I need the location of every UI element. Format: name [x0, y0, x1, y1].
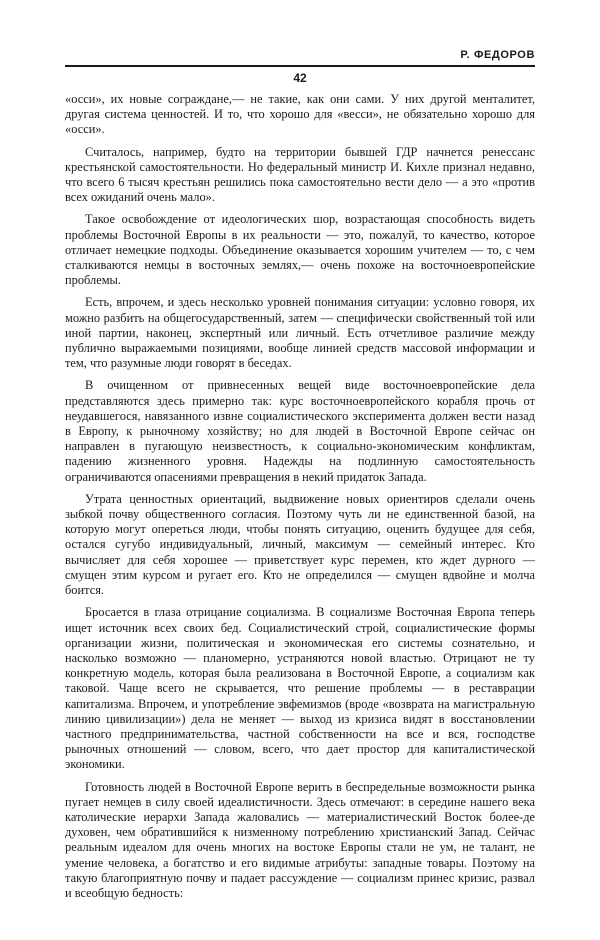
paragraph: Готовность людей в Восточной Европе верить в беспредельные возможности рынка пугает немцев в силу своей идеалистичности. Здесь отмечают: в середине нашего века католические иерархи Запада жаловались — материалистический Восток более-де духовен, чем обратившийся к низменному потреблению христианский Запад. Сейчас реальным идеалом для очень многих на востоке Европы стали не ум, не талант, не умение человека, а богатство и его видимые атрибуты: западные товары. Поэтому на такую благоприятную почву и падает рассуждение — социализм принес кризис, развал и всеобщую бедность:: [65, 779, 535, 900]
paragraph: Есть, впрочем, и здесь несколько уровней понимания ситуации: условно говоря, их можно разбить на общегосударственный, затем — специфически свойственный той или иной партии, наконец, экспертный или личный. Есть отчетливое различие между публично выражаемыми позициями, вообще линией средств массовой информации и тем, что разумные люди говорят в беседах.: [65, 295, 535, 371]
paragraph: Утрата ценностных ориентаций, выдвижение новых ориентиров сделали очень зыбкой почву общественного согласия. Поэтому чуть ли не единственной базой, на которую могут опереться люди, чтобы понять ситуацию, оценить будущее для себя, остался сугубо индивидуальный, личный, максимум — семейный интерес. Кто вычисляет для себя хорошее — приветствует курс перемен, кто ждет дурного — смущен этим курсом и ругает его. Кто не определился — смущен вдвойне и молча боится.: [65, 491, 535, 598]
body-text: [65, 92, 535, 901]
page-number: 42: [293, 71, 307, 85]
paragraph: Бросается в глаза отрицание социализма. В социализме Восточная Европа теперь ищет источник всех своих бед. Социалистический строй, социалистические формы организации жизни, политическая и экономическая его системы сознательно, и насколько возможно — планомерно, устраняются новой властью. Отрицают не ту конкретную модель, которая была реализована в Восточной Европе, а социализм как таковой. Чаще всего не скрывается, что решение проблемы — в реставрации капитализма. Впрочем, и употребление эвфемизмов (вроде «возврата на магистральную линию цивилизации») дела не меняет — выход из кризиса видят в восстановлении частного предпринимательства, частной собственности на все и вся, господстве рыночных отношений — словом, всего, что дает простор для капиталистической экономики.: [65, 605, 535, 772]
document-page: [65, 48, 535, 908]
paragraph: «осси», их новые сограждане,— не такие, как они сами. У них другой менталитет, другая система ценностей. И то, что хорошо для «весси», не обязательно хорошо для «осси».: [65, 92, 535, 137]
paragraph: Такое освобождение от идеологических шор, возрастающая способность видеть проблемы Восточной Европы в их реальности — это, пожалуй, то качество, которое отличает немецкие подходы. Объединение оказывается хорошим учителем — то, с чем сталкиваются немцы в восточных землях,— очень похоже на восточноевропейские проблемы.: [65, 212, 535, 288]
running-head: Р. ФЕДОРОВ: [65, 48, 535, 67]
paragraph: В очищенном от привнесенных вещей виде восточноевропейские дела представляются здесь примерно так: курс восточноевропейского корабля прочь от неудавшегося, навязанного извне социалистического эксперимента должен вести назад в Европу, к рыночному хозяйству; но для людей в Восточной Европе сейчас он направлен в пугающую неизвестность, к социально-экономическим конфликтам, падению жизненного уровня. Надежды на подлинную самостоятельность ограничиваются опасениями превращения в некий придаток Запада.: [65, 378, 535, 484]
paragraph: Считалось, например, будто на территории бывшей ГДР начнется ренессанс крестьянской самостоятельности. Но федеральный министр И. Кихле признал недавно, что всего 6 тысяч крестьян решились пока самостоятельно вести дело — а это «против всех ожиданий очень мало».: [65, 144, 535, 205]
